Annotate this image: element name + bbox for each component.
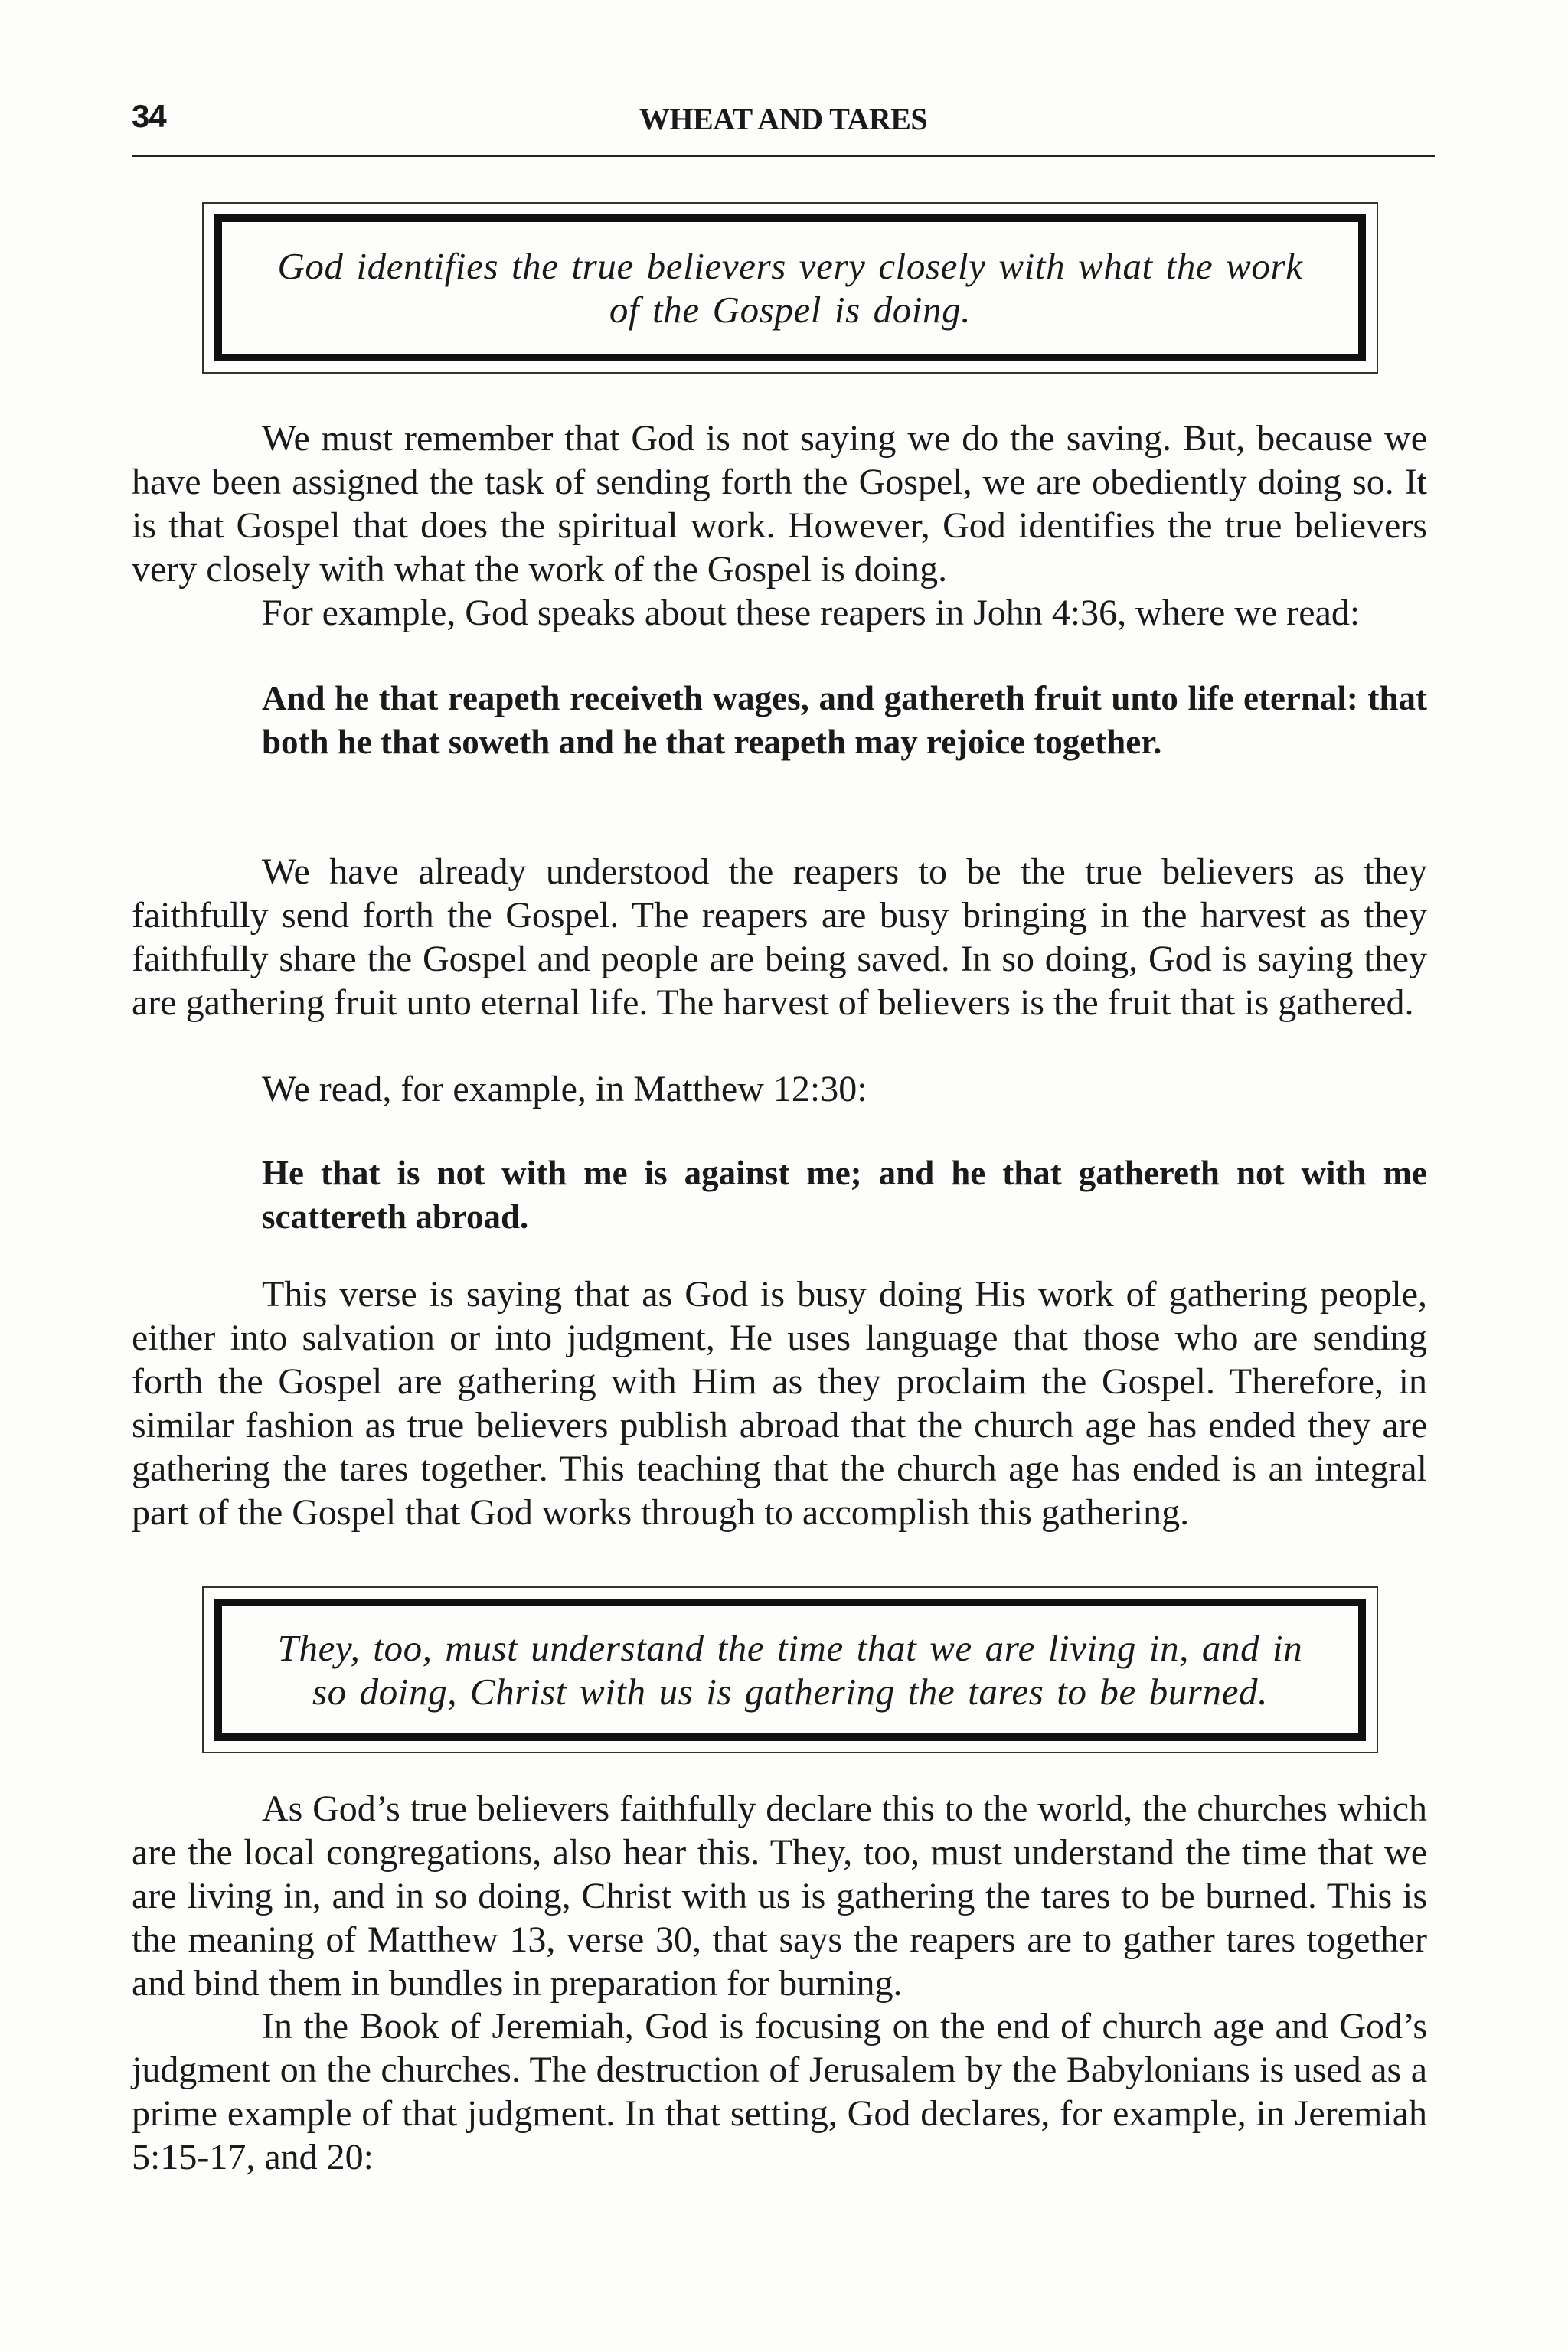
- pull-quote-box: [202, 202, 1378, 374]
- pull-quote-frame: [214, 1599, 1366, 1741]
- pull-quote-text: They, too, must understand the time that we are living in, and in so doing, Christ with us is gathering the tares to be burned.: [277, 1627, 1303, 1713]
- pull-quote-box: [202, 1586, 1378, 1753]
- scripture-quote: He that is not with me is against me; and he that gathereth not with me scattereth abroad.: [262, 1154, 1427, 1236]
- body-paragraph: This verse is saying that as God is busy doing His work of gathering people, either into salvation or into judgment, He uses language that those who are sending forth the Gospel are gathering with Him as they proclaim the Gospel. Therefore, in similar fashion as true believers publish abroad that the church age has ended they are gathering the tares together. This teaching that the church age has ended is an integral part of the Gospel that God works through to accomplish this gathering.: [132, 1274, 1427, 1533]
- body-paragraph: We read, for example, in Matthew 12:30:: [262, 1069, 867, 1109]
- page-header: [132, 98, 1435, 157]
- body-paragraph: In the Book of Jeremiah, God is focusing on the end of church age and God’s judgment on the churches. The destruction of Jerusalem by the Babylonians is used as a prime example of that judgment. In that setting, God declares, for example, in Jeremiah 5:15-17, and 20:: [132, 2006, 1427, 2177]
- body-paragraph: We must remember that God is not saying we do the saving. But, because we have been assigned the task of sending forth the Gospel, we are obediently doing so. It is that Gospel that does the spiritual work. However, God identifies the true believers very closely with what the work of the Gospel is doing.: [132, 418, 1427, 590]
- body-paragraph: For example, God speaks about these reapers in John 4:36, where we read:: [262, 593, 1361, 633]
- body-paragraph: We have already understood the reapers to be the true believers as they faithfully send forth the Gospel. The reapers are busy bringing in the harvest as they faithfully share the Gospel and people are being saved. In so doing, God is saying they are gathering fruit unto eternal life. The harvest of believers is the fruit that is gathered.: [132, 851, 1427, 1023]
- pull-quote-text: God identifies the true believers very closely with what the work of the Gospel is doing.: [277, 245, 1303, 331]
- scripture-quote: And he that reapeth receiveth wages, and gathereth fruit unto life eternal: that both he that soweth and he that reapeth may rejoice together.: [262, 679, 1427, 761]
- body-paragraph: As God’s true believers faithfully declare this to the world, the churches which are the local congregations, also hear this. They, too, must understand the time that we are living in, and in so doing, Christ with us is gathering the tares to be burned. This is the meaning of Matthew 13, verse 30, that says the reapers are to gather tares together and bind them in bundles in preparation for burning.: [132, 1788, 1427, 2004]
- running-head: WHEAT AND TARES: [639, 102, 928, 136]
- page-number: 34: [132, 98, 166, 134]
- pull-quote-frame: [214, 214, 1366, 361]
